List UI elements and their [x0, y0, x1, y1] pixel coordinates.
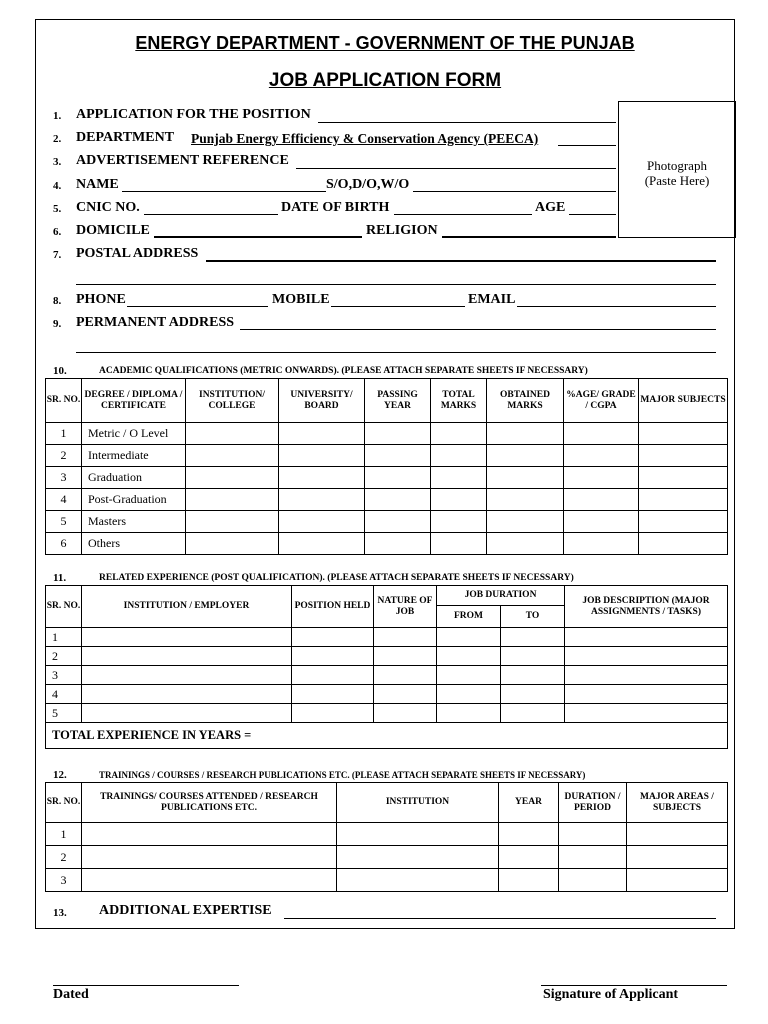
permanent-address-field[interactable]	[240, 329, 716, 330]
additional-expertise-label: ADDITIONAL EXPERTISE	[99, 903, 272, 918]
academic-header-total-marks: TOTAL MARKS	[431, 379, 487, 423]
field-number-1: 1.	[53, 110, 62, 122]
experience-cell[interactable]	[374, 704, 437, 723]
academic-cell[interactable]	[487, 511, 564, 533]
academic-cell[interactable]	[279, 445, 365, 467]
academic-cell[interactable]	[564, 511, 639, 533]
advertisement-field[interactable]	[296, 168, 616, 169]
academic-cell[interactable]	[186, 511, 279, 533]
trainings-table	[45, 782, 728, 892]
age-label: AGE	[535, 200, 566, 215]
trainings-cell[interactable]	[337, 823, 499, 846]
cnic-field[interactable]	[144, 214, 278, 215]
table-row	[46, 423, 728, 445]
photograph-label: Photograph	[647, 158, 707, 173]
academic-cell[interactable]	[639, 533, 728, 555]
academic-degree: Graduation	[82, 467, 186, 489]
trainings-cell[interactable]	[627, 823, 728, 846]
experience-sr: 2	[46, 647, 82, 666]
advertisement-label: ADVERTISEMENT REFERENCE	[76, 153, 289, 168]
trainings-cell[interactable]	[559, 846, 627, 869]
experience-cell[interactable]	[437, 685, 501, 704]
signature-field[interactable]	[541, 985, 727, 986]
trainings-cell[interactable]	[627, 846, 728, 869]
trainings-section-title: TRAININGS / COURSES / RESEARCH PUBLICATIONS ETC. (PLEASE ATTACH SEPARATE SHEETS IF NECESSARY)	[99, 770, 586, 780]
academic-sr: 5	[46, 511, 82, 533]
academic-sr: 1	[46, 423, 82, 445]
experience-cell[interactable]	[374, 628, 437, 647]
dob-label: DATE OF BIRTH	[281, 200, 390, 215]
dob-field[interactable]	[394, 214, 532, 215]
experience-header-employer: INSTITUTION / EMPLOYER	[82, 586, 292, 628]
date-field[interactable]	[53, 985, 239, 986]
field-number-3: 3.	[53, 156, 62, 168]
cnic-label: CNIC NO.	[76, 200, 140, 215]
permanent-address-field-line2[interactable]	[76, 352, 716, 353]
academic-cell[interactable]	[431, 533, 487, 555]
trainings-header-institution: INSTITUTION	[337, 783, 499, 823]
additional-expertise-field[interactable]	[284, 918, 716, 919]
table-row	[46, 467, 728, 489]
experience-cell[interactable]	[565, 647, 728, 666]
experience-header-from: FROM	[437, 606, 501, 628]
academic-cell[interactable]	[365, 467, 431, 489]
trainings-sr: 1	[46, 823, 82, 846]
trainings-header-major-areas: MAJOR AREAS / SUBJECTS	[627, 783, 728, 823]
academic-header-institution: INSTITUTION/ COLLEGE	[186, 379, 279, 423]
trainings-cell[interactable]	[337, 846, 499, 869]
position-label: APPLICATION FOR THE POSITION	[76, 107, 311, 122]
experience-cell[interactable]	[565, 666, 728, 685]
academic-header-sr: SR. NO.	[46, 379, 82, 423]
trainings-cell[interactable]	[82, 823, 337, 846]
academic-header-university: UNIVERSITY/ BOARD	[279, 379, 365, 423]
experience-cell[interactable]	[82, 666, 292, 685]
table-row	[46, 704, 728, 723]
total-experience-label[interactable]: TOTAL EXPERIENCE IN YEARS =	[46, 723, 728, 749]
section-number-11: 11.	[53, 572, 67, 584]
academic-table	[45, 378, 728, 555]
trainings-cell[interactable]	[82, 846, 337, 869]
permanent-address-label: PERMANENT ADDRESS	[76, 315, 235, 330]
position-field[interactable]	[318, 122, 616, 123]
section-number-13: 13.	[53, 907, 67, 919]
academic-header-grade: %AGE/ GRADE / CGPA	[564, 379, 639, 423]
trainings-sr: 2	[46, 846, 82, 869]
table-row	[46, 666, 728, 685]
field-number-2: 2.	[53, 133, 62, 145]
relation-label: S/O,D/O,W/O	[326, 177, 410, 192]
academic-sr: 3	[46, 467, 82, 489]
trainings-header-duration: DURATION / PERIOD	[559, 783, 627, 823]
trainings-header-year: YEAR	[499, 783, 559, 823]
academic-cell[interactable]	[639, 467, 728, 489]
trainings-cell[interactable]	[499, 846, 559, 869]
academic-cell[interactable]	[639, 445, 728, 467]
trainings-cell[interactable]	[82, 869, 337, 892]
academic-cell[interactable]	[365, 423, 431, 445]
age-field[interactable]	[569, 214, 616, 215]
table-row	[46, 869, 728, 892]
domicile-field[interactable]	[154, 236, 362, 238]
experience-cell[interactable]	[565, 704, 728, 723]
academic-cell[interactable]	[431, 467, 487, 489]
academic-degree: Intermediate	[82, 445, 186, 467]
academic-cell[interactable]	[279, 533, 365, 555]
email-label: EMAIL	[468, 292, 516, 307]
academic-degree: Metric / O Level	[82, 423, 186, 445]
academic-cell[interactable]	[564, 445, 639, 467]
trainings-cell[interactable]	[559, 823, 627, 846]
academic-degree: Post-Graduation	[82, 489, 186, 511]
academic-header-major-subjects: MAJOR SUBJECTS	[639, 379, 728, 423]
experience-header-description: JOB DESCRIPTION (MAJOR ASSIGNMENTS / TASKS)	[565, 586, 728, 628]
academic-cell[interactable]	[279, 511, 365, 533]
experience-header-to: TO	[501, 606, 565, 628]
experience-sr: 4	[46, 685, 82, 704]
experience-cell[interactable]	[292, 666, 374, 685]
postal-address-label: POSTAL ADDRESS	[76, 246, 199, 261]
academic-cell[interactable]	[279, 489, 365, 511]
experience-cell[interactable]	[501, 628, 565, 647]
experience-cell[interactable]	[565, 628, 728, 647]
experience-table	[45, 585, 728, 749]
photograph-hint: (Paste Here)	[644, 173, 710, 188]
academic-cell[interactable]	[365, 533, 431, 555]
experience-cell[interactable]	[501, 666, 565, 685]
experience-cell[interactable]	[292, 704, 374, 723]
form-subtitle: JOB APPLICATION FORM	[268, 70, 502, 91]
trainings-cell[interactable]	[499, 823, 559, 846]
academic-cell[interactable]	[186, 533, 279, 555]
academic-header-obtained-marks: OBTAINED MARKS	[487, 379, 564, 423]
experience-cell[interactable]	[374, 666, 437, 685]
experience-cell[interactable]	[374, 647, 437, 666]
experience-header-nature: NATURE OF JOB	[374, 586, 437, 628]
experience-cell[interactable]	[82, 647, 292, 666]
academic-sr: 2	[46, 445, 82, 467]
academic-cell[interactable]	[639, 511, 728, 533]
experience-sr: 1	[46, 628, 82, 647]
academic-degree: Others	[82, 533, 186, 555]
academic-cell[interactable]	[186, 423, 279, 445]
religion-field[interactable]	[442, 236, 616, 238]
domicile-label: DOMICILE	[76, 223, 150, 238]
academic-header-passing-year: PASSING YEAR	[365, 379, 431, 423]
trainings-cell[interactable]	[337, 869, 499, 892]
field-number-5: 5.	[53, 203, 62, 215]
academic-cell[interactable]	[487, 423, 564, 445]
section-number-10: 10.	[53, 365, 67, 377]
field-number-8: 8.	[53, 295, 62, 307]
table-row	[46, 647, 728, 666]
table-row	[46, 445, 728, 467]
table-row	[46, 823, 728, 846]
table-row	[46, 489, 728, 511]
academic-sr: 6	[46, 533, 82, 555]
experience-header-sr: SR. NO.	[46, 586, 82, 628]
experience-cell[interactable]	[437, 628, 501, 647]
field-number-4: 4.	[53, 180, 62, 192]
table-row	[46, 846, 728, 869]
experience-header-position: POSITION HELD	[292, 586, 374, 628]
academic-cell[interactable]	[186, 467, 279, 489]
experience-cell[interactable]	[565, 685, 728, 704]
experience-cell[interactable]	[292, 647, 374, 666]
academic-cell[interactable]	[564, 467, 639, 489]
academic-cell[interactable]	[186, 445, 279, 467]
academic-cell[interactable]	[365, 489, 431, 511]
academic-cell[interactable]	[365, 511, 431, 533]
form-title: ENERGY DEPARTMENT - GOVERNMENT OF THE PUNJAB	[135, 33, 635, 53]
field-number-6: 6.	[53, 226, 62, 238]
email-field[interactable]	[517, 306, 716, 307]
trainings-header-sr: SR. NO.	[46, 783, 82, 823]
academic-degree: Masters	[82, 511, 186, 533]
experience-section-title: RELATED EXPERIENCE (POST QUALIFICATION). (PLEASE ATTACH SEPARATE SHEETS IF NECESSARY)	[99, 573, 574, 583]
photograph-box[interactable]	[618, 101, 736, 238]
academic-cell[interactable]	[279, 467, 365, 489]
trainings-cell[interactable]	[627, 869, 728, 892]
table-row	[46, 511, 728, 533]
phone-label: PHONE	[76, 292, 126, 307]
trainings-cell[interactable]	[559, 869, 627, 892]
experience-cell[interactable]	[437, 704, 501, 723]
experience-sr: 5	[46, 704, 82, 723]
signature-label: Signature of Applicant	[543, 987, 679, 1002]
academic-header-degree: DEGREE / DIPLOMA / CERTIFICATE	[82, 379, 186, 423]
postal-address-field[interactable]	[206, 260, 716, 262]
academic-cell[interactable]	[564, 533, 639, 555]
experience-cell[interactable]	[374, 685, 437, 704]
academic-cell[interactable]	[431, 445, 487, 467]
academic-cell[interactable]	[365, 445, 431, 467]
experience-cell[interactable]	[82, 628, 292, 647]
academic-cell[interactable]	[564, 489, 639, 511]
dated-label: Dated	[53, 987, 89, 1002]
trainings-cell[interactable]	[499, 869, 559, 892]
academic-cell[interactable]	[639, 423, 728, 445]
department-value: Punjab Energy Efficiency & Conservation Agency (PEECA)	[191, 131, 539, 146]
religion-label: RELIGION	[366, 223, 438, 238]
section-number-12: 12.	[53, 769, 67, 781]
experience-sr: 3	[46, 666, 82, 685]
name-label: NAME	[76, 177, 119, 192]
academic-cell[interactable]	[431, 511, 487, 533]
trainings-sr: 3	[46, 869, 82, 892]
academic-cell[interactable]	[487, 533, 564, 555]
field-number-9: 9.	[53, 318, 62, 330]
experience-cell[interactable]	[501, 685, 565, 704]
mobile-field[interactable]	[331, 306, 465, 307]
experience-cell[interactable]	[292, 628, 374, 647]
academic-cell[interactable]	[279, 423, 365, 445]
trainings-header-courses: TRAININGS/ COURSES ATTENDED / RESEARCH PUBLICATIONS ETC.	[82, 783, 337, 823]
experience-cell[interactable]	[82, 704, 292, 723]
phone-field[interactable]	[127, 306, 268, 307]
name-field[interactable]	[122, 191, 326, 192]
experience-cell[interactable]	[82, 685, 292, 704]
experience-cell[interactable]	[437, 666, 501, 685]
experience-cell[interactable]	[437, 647, 501, 666]
academic-cell[interactable]	[639, 489, 728, 511]
academic-cell[interactable]	[487, 467, 564, 489]
experience-header-duration: JOB DURATION	[437, 586, 565, 606]
department-field[interactable]	[558, 145, 616, 146]
academic-cell[interactable]	[564, 423, 639, 445]
table-row	[46, 533, 728, 555]
experience-cell[interactable]	[501, 647, 565, 666]
table-row	[46, 685, 728, 704]
academic-cell[interactable]	[431, 489, 487, 511]
mobile-label: MOBILE	[272, 292, 330, 307]
relation-field[interactable]	[413, 191, 616, 192]
academic-cell[interactable]	[431, 423, 487, 445]
postal-address-field-line2[interactable]	[76, 284, 716, 285]
academic-section-title: ACADEMIC QUALIFICATIONS (METRIC ONWARDS). (PLEASE ATTACH SEPARATE SHEETS IF NECESSARY)	[99, 366, 588, 376]
experience-cell[interactable]	[501, 704, 565, 723]
academic-cell[interactable]	[186, 489, 279, 511]
field-number-7: 7.	[53, 249, 62, 261]
table-row	[46, 628, 728, 647]
experience-cell[interactable]	[292, 685, 374, 704]
department-label: DEPARTMENT	[76, 130, 175, 145]
academic-cell[interactable]	[487, 489, 564, 511]
academic-cell[interactable]	[487, 445, 564, 467]
academic-sr: 4	[46, 489, 82, 511]
